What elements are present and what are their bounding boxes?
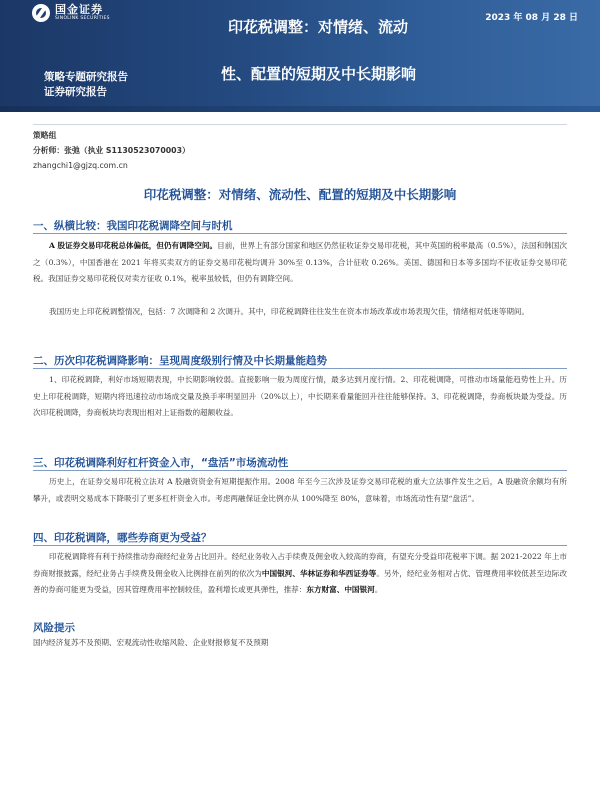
company-logo — [32, 4, 110, 22]
analyst-name: 分析师：张弛（执业 S1130523070003） — [33, 146, 190, 155]
header-title-line2: 性、配置的短期及中长期影响 — [221, 65, 417, 83]
risk-heading: 风险提示 — [33, 622, 75, 634]
sinolink-logo-icon — [32, 4, 50, 22]
report-category-label: 证券研究报告 — [44, 86, 107, 98]
author-info — [33, 128, 190, 173]
section-heading-2: 二、历次印花税调降影响：呈现周度级别行情及中长期量能趋势 — [33, 355, 327, 367]
logo-name-en: SINOLINK SECURITIES — [55, 16, 110, 21]
section-heading-3: 三、印花税调降利好杠杆资金入市，“盘活”市场流动性 — [33, 457, 289, 469]
section-rule-3 — [33, 470, 567, 471]
report-date: 2023 年 08 月 28 日 — [485, 13, 578, 23]
section-rule-4 — [33, 545, 567, 546]
report-header-banner — [0, 0, 600, 112]
section-2-paragraph-1: 1、印花税调降，利好市场短期表现，中长期影响较弱。直接影响一般为周度行情，最多达到月度行情。2、印花税调降，可推动市场量能趋势性上升。历史上印花税调降，短期内将迅速拉动市场成交量及换手率明显回升（20%以上），中长期来看量能回升往往能够保持。3、印花税调降，券商板块最为受益。历次印花税调降，券商板块均表现出相对上证指数的超额收益。 — [33, 375, 567, 417]
section-rule-1 — [33, 233, 567, 234]
meta-divider — [33, 124, 567, 125]
recommended-stocks: 东方财富、中国银河 — [306, 585, 375, 594]
logo-name-cn: 国金证券 — [55, 3, 103, 16]
analyst-email[interactable]: zhangchi1@gjzq.com.cn — [33, 161, 128, 170]
header-title-line1: 印花税调整：对情绪、流动 — [228, 18, 409, 36]
section-1-paragraph-1: A 股证券交易印花税总体偏低，但仍有调降空间。目前，世界上有部分国家和地区仍然征收证券交易印花税，其中英国的税率最高（0.5%），法国和韩国次之（0.3%），中国香港在 2021 年将买卖双方的证券交易印花税均调升 30%至 0.13%，合计征收 0.26%。美国、德国和日本等多国均不征收证券交易印花税。我国证券交易印花税仅对卖方征收 0.1%，税率虽较低，但仍有调降空间。 — [33, 241, 567, 283]
section-1-lead: A 股证券交易印花税总体偏低，但仍有调降空间。 — [49, 241, 218, 250]
document-title: 印花税调整：对情绪、流动性、配置的短期及中长期影响 — [143, 187, 457, 202]
section-3-paragraph-1: 历史上，在证券交易印花税立法对 A 股融资资金有短期提振作用。2008 年至今三次涉及证券交易印花税的重大立法事件发生之后，A 股融资余额均有所攀升，或表明交易成本下降吸引了更多杠杆资金入市。考虑两融保证金比例亦从 100%降至 80%，意味着，市场流动性有望“盘活”。 — [33, 477, 567, 503]
section-1-paragraph-2: 我国历史上印花税调整情况，包括：7 次调降和 2 次调升。其中，印花税调降往往发生在资本市场改革或市场表现欠佳，情绪相对低迷等期间。 — [49, 307, 530, 316]
section-rule-2 — [33, 368, 567, 369]
top-brokers-highlight: 中国银河、华林证券和华西证券等 — [261, 568, 377, 578]
risk-text: 国内经济复苏不及预期、宏观流动性收缩风险、企业财报修复不及预期 — [33, 638, 269, 647]
report-type-label: 策略专题研究报告 — [44, 71, 128, 83]
section-heading-1: 一、纵横比较：我国印花税调降空间与时机 — [33, 220, 233, 232]
research-group: 策略组 — [33, 131, 57, 140]
section-heading-4: 四、印花税调降，哪些券商更为受益？ — [33, 532, 212, 544]
section-4-paragraph-1: 印花税调降将有利于持续推动券商经纪业务占比回升。经纪业务收入占手续费及佣金收入较高的券商，有望充分受益印花税率下调。据 2021-2022 年上市券商财报披露，经纪业务占手续费及佣金收入比例排在前列的依次为中国银河、华林证券和华西证券等。另外，经纪业务相对占优、管理费用率较低甚至边际改善的券商可能更为受益，因其管理费用率控制较佳，盈利增长或更具弹性，推荐：东方财富、中国银河。 — [33, 552, 568, 594]
